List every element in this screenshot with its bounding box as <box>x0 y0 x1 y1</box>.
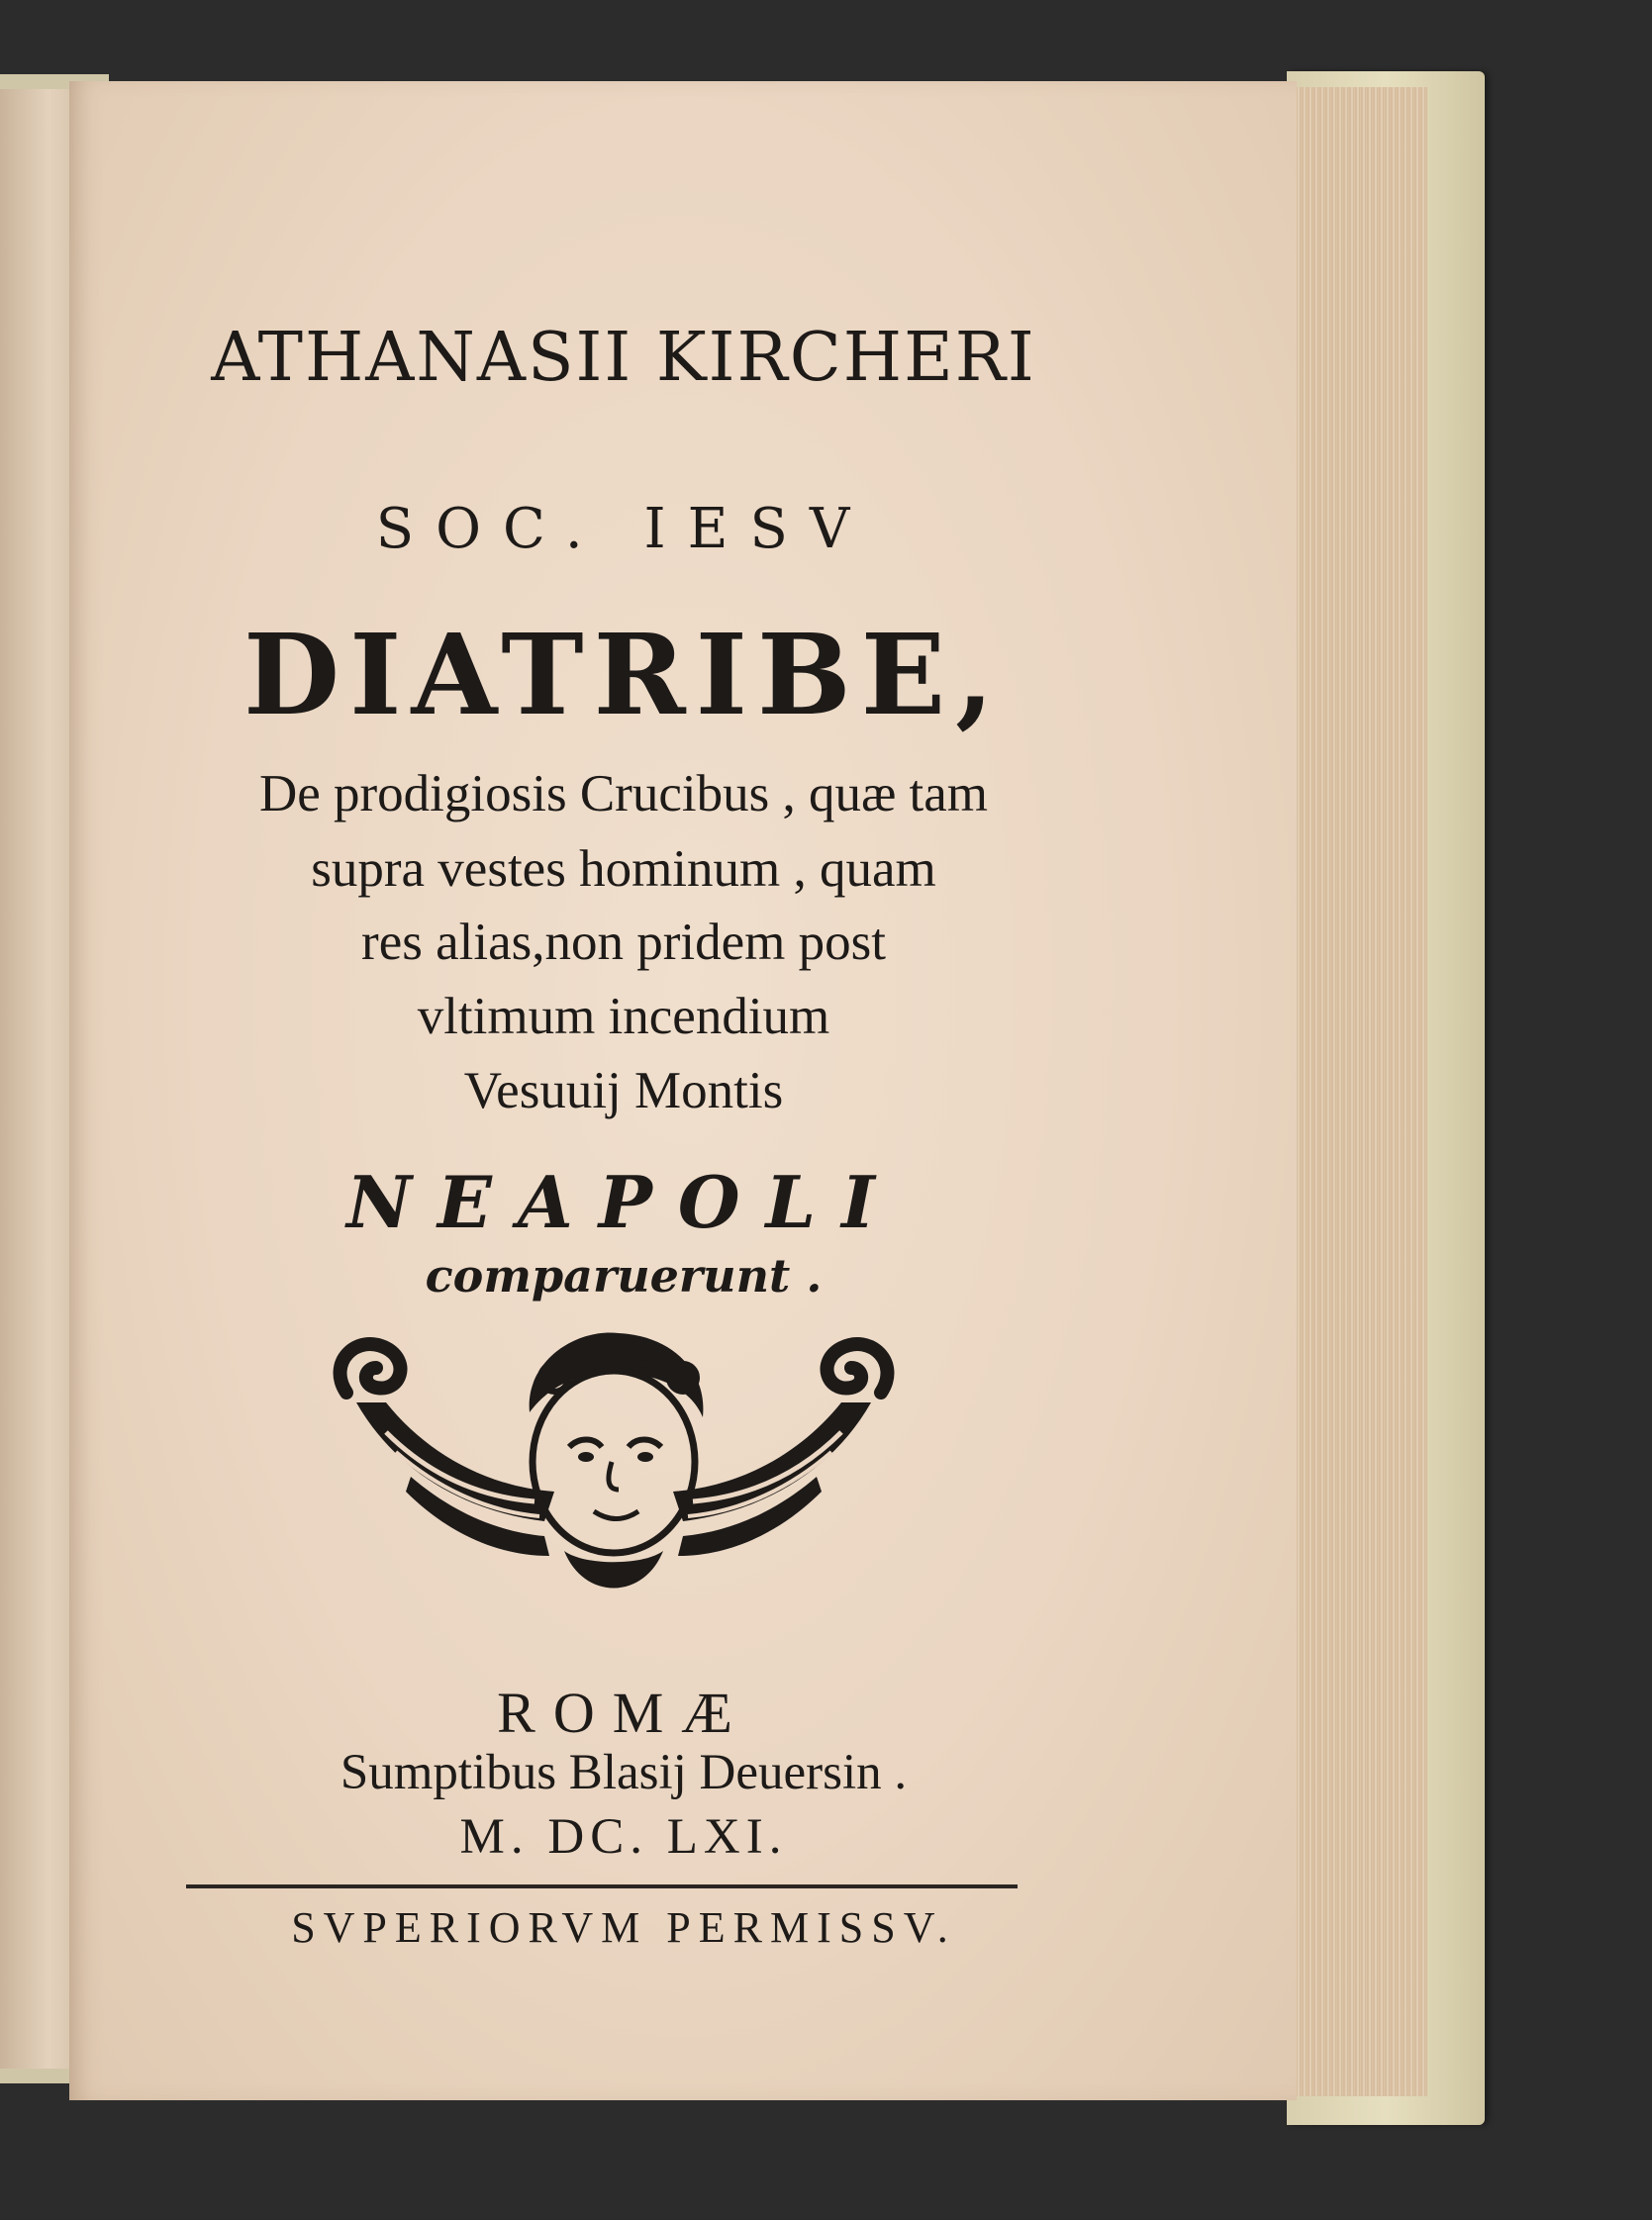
book-title: DIATRIBE, <box>243 611 1005 740</box>
subtitle-line: supra vestes hominum , quam <box>311 840 936 898</box>
subtitle-line: vltimum incendium <box>417 988 830 1045</box>
imprint-place: ROMÆ <box>497 1681 750 1745</box>
city-name: NEAPOLI <box>346 1160 901 1244</box>
imprint-publisher: Sumptibus Blasij Deuersin . <box>340 1745 908 1800</box>
subtitle-line: res alias,non pridem post <box>361 914 886 971</box>
horizontal-rule <box>186 1884 1018 1888</box>
society-line: SOC. IESV <box>375 497 872 561</box>
city-subline: comparuerunt . <box>425 1249 823 1303</box>
title-page <box>69 81 1297 2100</box>
subtitle-line: De prodigiosis Crucibus , quæ tam <box>258 765 989 822</box>
subtitle-line: Vesuuij Montis <box>463 1062 784 1119</box>
page-block-edge <box>1287 87 1427 2096</box>
imprint-year: M. DC. LXI. <box>459 1809 788 1865</box>
permission-line: SVPERIORVM PERMISSV. <box>291 1903 956 1952</box>
cherub-ornament-icon <box>317 1323 911 1620</box>
author-name: ATHANASII KIRCHERI <box>211 319 1036 397</box>
